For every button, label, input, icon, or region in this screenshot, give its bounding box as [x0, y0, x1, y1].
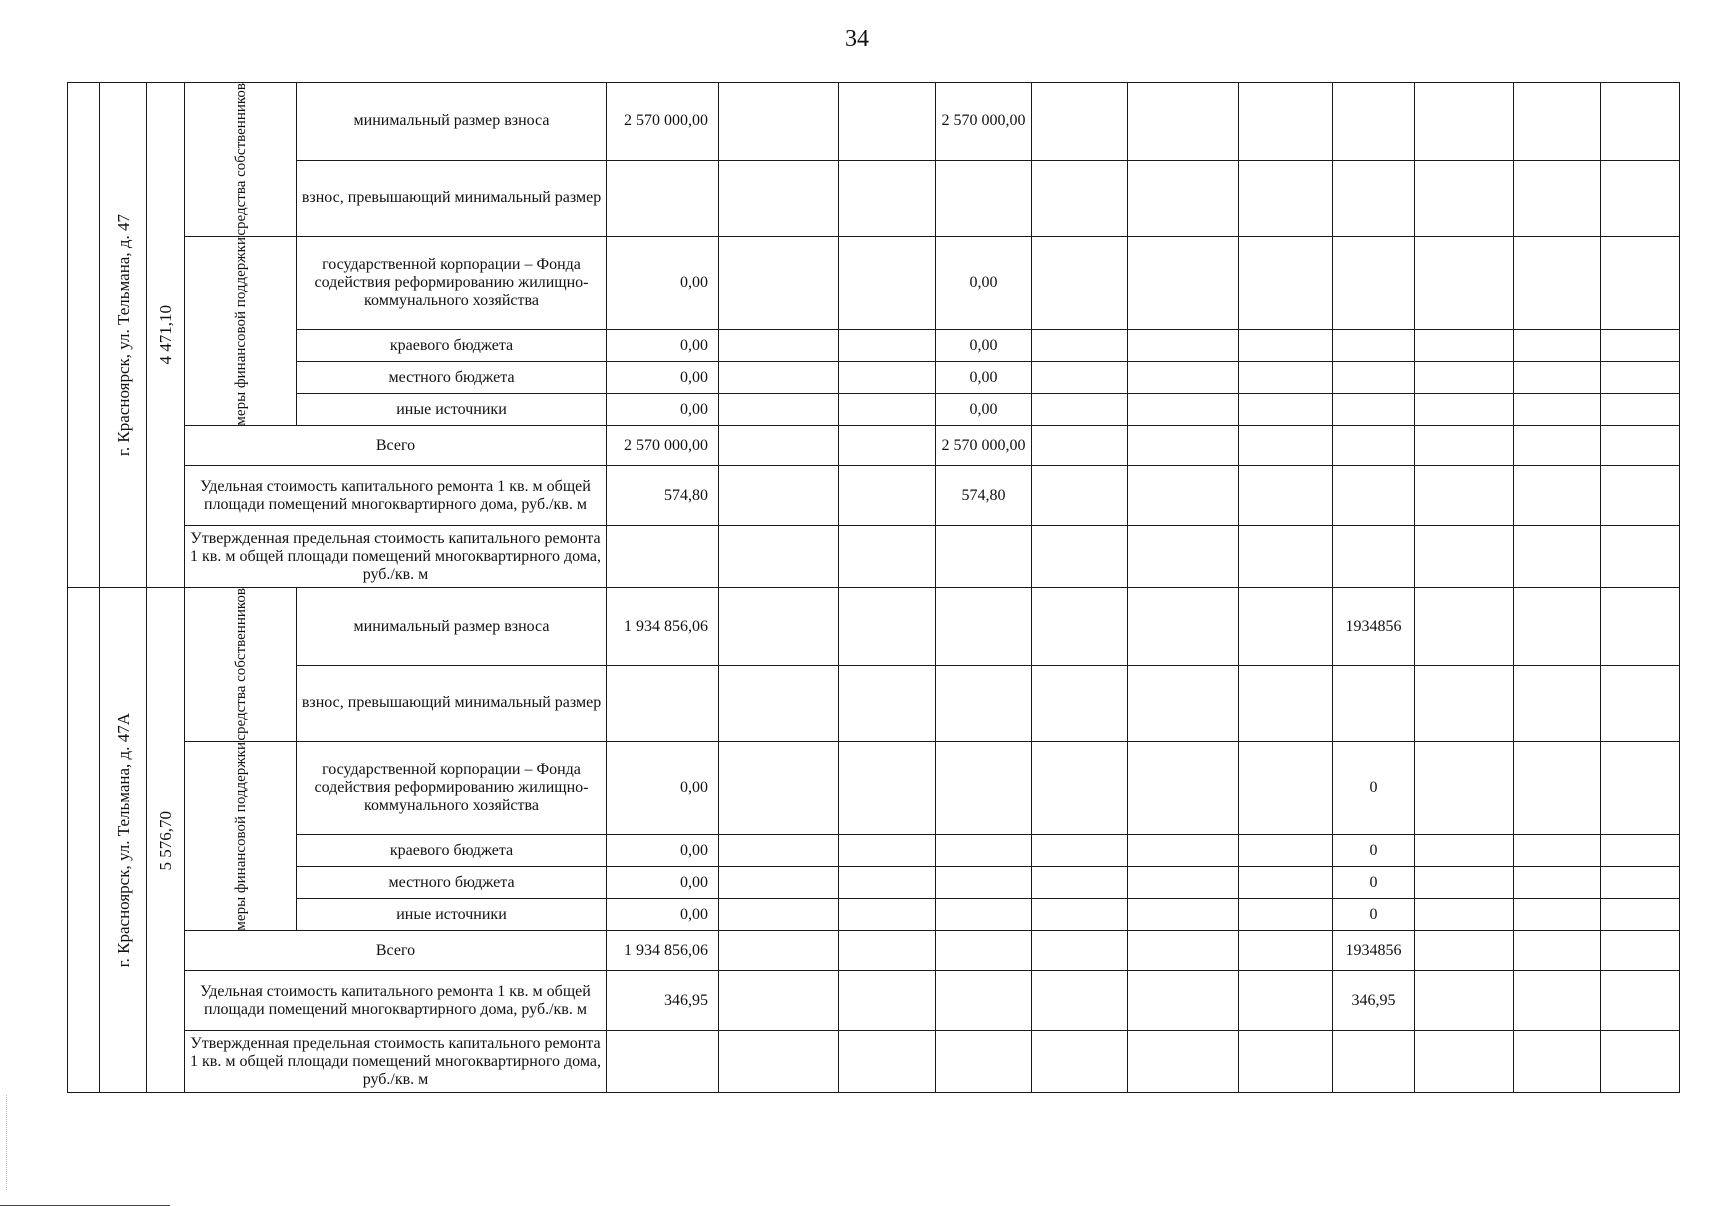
value-cell	[1514, 330, 1601, 362]
row-label: Утвержденная предельная стоимость капитального ремонта 1 кв. м общей площади помещений многоквартирного дома, руб./кв. м	[185, 1031, 607, 1093]
value-cell: 0	[1333, 835, 1415, 867]
value-cell	[1415, 867, 1514, 899]
value-cell	[1601, 83, 1680, 161]
value-cell	[1415, 160, 1514, 236]
area-cell	[147, 83, 185, 588]
address-cell-text: г. Красноярск, ул. Тельмана, д. 47А	[113, 713, 133, 968]
value-cell	[1333, 160, 1415, 236]
total-cell: 0,00	[607, 867, 719, 899]
support-group-text: меры финансовой поддержки	[232, 741, 249, 931]
value-cell	[839, 971, 936, 1031]
table-row	[68, 330, 1680, 362]
value-cell	[1032, 867, 1128, 899]
value-cell	[1333, 466, 1415, 526]
value-cell	[1128, 426, 1239, 466]
value-cell	[1032, 1031, 1128, 1093]
total-cell: 0,00	[607, 899, 719, 931]
value-cell: 2 570 000,00	[936, 83, 1032, 161]
value-cell: 0,00	[936, 394, 1032, 426]
row-label: иные источники	[297, 899, 607, 931]
index-cell	[68, 588, 100, 1093]
total-cell: 1 934 856,06	[607, 931, 719, 971]
table-row	[68, 1031, 1680, 1093]
value-cell	[719, 588, 839, 666]
value-cell	[936, 1031, 1032, 1093]
value-cell	[839, 867, 936, 899]
value-cell	[1239, 899, 1333, 931]
value-cell	[839, 394, 936, 426]
value-cell	[1601, 931, 1680, 971]
owner-funds-group-text: средства собственников	[232, 588, 249, 741]
value-cell	[1128, 835, 1239, 867]
value-cell	[839, 1031, 936, 1093]
row-label: взнос, превышающий минимальный размер	[297, 665, 607, 741]
table-row	[68, 971, 1680, 1031]
value-cell	[1514, 160, 1601, 236]
value-cell	[936, 931, 1032, 971]
value-cell	[1415, 466, 1514, 526]
value-cell	[1514, 971, 1601, 1031]
value-cell	[1333, 526, 1415, 588]
total-cell	[607, 160, 719, 236]
value-cell	[1239, 394, 1333, 426]
value-cell	[1128, 665, 1239, 741]
total-cell: 2 570 000,00	[607, 426, 719, 466]
value-cell	[839, 466, 936, 526]
value-cell	[839, 835, 936, 867]
address-cell-wrap	[100, 713, 146, 967]
value-cell: 0,00	[936, 362, 1032, 394]
row-label: Удельная стоимость капитального ремонта 1 кв. м общей площади помещений многоквартирного дома, руб./кв. м	[185, 971, 607, 1031]
value-cell	[1239, 330, 1333, 362]
value-cell	[1239, 426, 1333, 466]
value-cell	[839, 665, 936, 741]
address-cell	[100, 83, 147, 588]
support-group	[185, 236, 297, 426]
value-cell	[1032, 971, 1128, 1031]
table-row	[68, 466, 1680, 526]
value-cell	[1514, 83, 1601, 161]
value-cell	[1032, 83, 1128, 161]
table-row	[68, 588, 1680, 666]
total-cell: 346,95	[607, 971, 719, 1031]
value-cell	[1415, 665, 1514, 741]
value-cell	[719, 867, 839, 899]
table-row	[68, 426, 1680, 466]
value-cell	[1128, 588, 1239, 666]
value-cell	[1239, 588, 1333, 666]
value-cell	[1601, 899, 1680, 931]
row-label: Удельная стоимость капитального ремонта 1 кв. м общей площади помещений многоквартирного дома, руб./кв. м	[185, 466, 607, 526]
value-cell	[1415, 426, 1514, 466]
value-cell	[1601, 236, 1680, 330]
value-cell	[1128, 362, 1239, 394]
area-cell-text: 4 471,10	[156, 305, 175, 365]
value-cell	[1128, 330, 1239, 362]
value-cell	[1032, 741, 1128, 835]
value-cell	[1601, 665, 1680, 741]
value-cell	[719, 971, 839, 1031]
value-cell	[1032, 526, 1128, 588]
value-cell	[1239, 466, 1333, 526]
table-row	[68, 931, 1680, 971]
value-cell	[839, 83, 936, 161]
value-cell	[719, 83, 839, 161]
total-cell	[607, 665, 719, 741]
row-label: местного бюджета	[297, 867, 607, 899]
value-cell	[1239, 665, 1333, 741]
value-cell	[1514, 526, 1601, 588]
table-row	[68, 236, 1680, 330]
support-group-wrap	[185, 237, 296, 426]
total-cell: 0,00	[607, 362, 719, 394]
value-cell	[1128, 931, 1239, 971]
address-cell-text: г. Красноярск, ул. Тельмана, д. 47	[113, 214, 133, 457]
value-cell	[1032, 426, 1128, 466]
value-cell	[1601, 588, 1680, 666]
value-cell	[839, 362, 936, 394]
value-cell	[1514, 362, 1601, 394]
total-cell: 1 934 856,06	[607, 588, 719, 666]
value-cell	[1514, 899, 1601, 931]
value-cell	[1239, 867, 1333, 899]
value-cell: 1934856	[1333, 588, 1415, 666]
page-number: 34	[845, 26, 869, 52]
owner-funds-group-wrap	[185, 83, 296, 236]
capital-repair-table	[67, 82, 1680, 1093]
value-cell	[1333, 362, 1415, 394]
value-cell	[1128, 526, 1239, 588]
value-cell	[1601, 160, 1680, 236]
value-cell	[1032, 899, 1128, 931]
value-cell	[1415, 931, 1514, 971]
total-cell	[607, 1031, 719, 1093]
area-cell	[147, 588, 185, 1093]
value-cell	[1128, 83, 1239, 161]
value-cell	[1514, 466, 1601, 526]
value-cell	[1239, 526, 1333, 588]
value-cell	[1128, 899, 1239, 931]
value-cell	[936, 741, 1032, 835]
value-cell	[1415, 741, 1514, 835]
value-cell	[1514, 236, 1601, 330]
support-group	[185, 741, 297, 931]
value-cell	[1239, 83, 1333, 161]
value-cell: 0,00	[936, 330, 1032, 362]
table-row	[68, 83, 1680, 161]
value-cell	[936, 160, 1032, 236]
area-cell-wrap	[147, 811, 184, 871]
value-cell	[719, 330, 839, 362]
row-label: государственной корпорации – Фонда содействия реформированию жилищно-коммунального хозяйства	[297, 236, 607, 330]
value-cell	[839, 236, 936, 330]
value-cell	[1601, 362, 1680, 394]
value-cell	[1239, 1031, 1333, 1093]
value-cell: 0	[1333, 867, 1415, 899]
value-cell	[936, 867, 1032, 899]
value-cell	[1601, 526, 1680, 588]
total-cell: 2 570 000,00	[607, 83, 719, 161]
value-cell: 0,00	[936, 236, 1032, 330]
area-cell-text: 5 576,70	[156, 810, 175, 870]
value-cell	[1415, 588, 1514, 666]
value-cell	[936, 971, 1032, 1031]
value-cell: 0	[1333, 741, 1415, 835]
row-label: краевого бюджета	[297, 835, 607, 867]
value-cell	[1128, 466, 1239, 526]
support-group-text: меры финансовой поддержки	[232, 236, 249, 426]
value-cell	[719, 526, 839, 588]
value-cell	[1415, 835, 1514, 867]
value-cell	[719, 899, 839, 931]
value-cell	[1601, 426, 1680, 466]
table-row	[68, 867, 1680, 899]
value-cell	[719, 1031, 839, 1093]
value-cell	[719, 665, 839, 741]
value-cell	[936, 899, 1032, 931]
value-cell	[1514, 426, 1601, 466]
value-cell	[719, 741, 839, 835]
owner-funds-group	[185, 83, 297, 237]
value-cell	[1415, 362, 1514, 394]
value-cell	[719, 426, 839, 466]
value-cell: 346,95	[1333, 971, 1415, 1031]
value-cell	[1239, 362, 1333, 394]
value-cell	[719, 394, 839, 426]
table-row	[68, 160, 1680, 236]
value-cell	[1514, 588, 1601, 666]
table-row	[68, 362, 1680, 394]
value-cell	[1333, 394, 1415, 426]
address-cell	[100, 588, 147, 1093]
value-cell	[839, 526, 936, 588]
value-cell	[839, 588, 936, 666]
area-cell-wrap	[147, 305, 184, 365]
value-cell	[1128, 741, 1239, 835]
value-cell: 0	[1333, 899, 1415, 931]
value-cell	[719, 236, 839, 330]
value-cell	[1239, 160, 1333, 236]
table-row	[68, 899, 1680, 931]
value-cell	[1032, 236, 1128, 330]
value-cell	[839, 899, 936, 931]
value-cell	[1032, 466, 1128, 526]
value-cell	[839, 330, 936, 362]
value-cell	[1032, 588, 1128, 666]
total-cell: 574,80	[607, 466, 719, 526]
value-cell	[1032, 362, 1128, 394]
value-cell	[1032, 931, 1128, 971]
value-cell	[1128, 1031, 1239, 1093]
value-cell	[1333, 330, 1415, 362]
address-cell-wrap	[100, 214, 146, 456]
value-cell	[1128, 236, 1239, 330]
value-cell	[1601, 867, 1680, 899]
support-group-wrap	[185, 742, 296, 931]
value-cell	[1032, 835, 1128, 867]
value-cell	[1032, 330, 1128, 362]
value-cell	[1333, 83, 1415, 161]
row-label: минимальный размер взноса	[297, 83, 607, 161]
value-cell	[1601, 330, 1680, 362]
value-cell: 574,80	[936, 466, 1032, 526]
owner-funds-group	[185, 588, 297, 742]
margin-marks	[6, 1095, 8, 1190]
value-cell	[1333, 236, 1415, 330]
table-row	[68, 526, 1680, 588]
value-cell	[1601, 1031, 1680, 1093]
total-cell: 0,00	[607, 741, 719, 835]
value-cell: 2 570 000,00	[936, 426, 1032, 466]
value-cell	[839, 931, 936, 971]
owner-funds-group-wrap	[185, 588, 296, 741]
value-cell	[1514, 1031, 1601, 1093]
value-cell	[1128, 867, 1239, 899]
value-cell	[839, 160, 936, 236]
value-cell	[1601, 835, 1680, 867]
table-row	[68, 835, 1680, 867]
row-label: Всего	[185, 931, 607, 971]
index-cell	[68, 83, 100, 588]
value-cell	[719, 835, 839, 867]
value-cell	[936, 835, 1032, 867]
value-cell	[1239, 236, 1333, 330]
value-cell	[1415, 971, 1514, 1031]
value-cell	[1514, 931, 1601, 971]
total-cell	[607, 526, 719, 588]
table-row	[68, 741, 1680, 835]
value-cell	[719, 160, 839, 236]
value-cell	[1032, 394, 1128, 426]
value-cell	[1239, 835, 1333, 867]
value-cell	[1415, 1031, 1514, 1093]
value-cell	[1333, 665, 1415, 741]
value-cell	[1415, 899, 1514, 931]
row-label: минимальный размер взноса	[297, 588, 607, 666]
value-cell	[719, 362, 839, 394]
value-cell	[1514, 835, 1601, 867]
row-label: иные источники	[297, 394, 607, 426]
value-cell	[936, 665, 1032, 741]
row-label: взнос, превышающий минимальный размер	[297, 160, 607, 236]
value-cell	[1514, 741, 1601, 835]
table-row	[68, 394, 1680, 426]
value-cell	[1415, 83, 1514, 161]
value-cell	[1415, 394, 1514, 426]
value-cell	[1514, 665, 1601, 741]
row-label: местного бюджета	[297, 362, 607, 394]
value-cell	[1239, 931, 1333, 971]
total-cell: 0,00	[607, 394, 719, 426]
table-body	[68, 83, 1680, 1093]
value-cell	[1333, 1031, 1415, 1093]
row-label: государственной корпорации – Фонда содействия реформированию жилищно-коммунального хозяйства	[297, 741, 607, 835]
value-cell	[1601, 971, 1680, 1031]
value-cell	[1333, 426, 1415, 466]
total-cell: 0,00	[607, 835, 719, 867]
value-cell	[1239, 741, 1333, 835]
value-cell	[1601, 466, 1680, 526]
value-cell	[1601, 741, 1680, 835]
value-cell	[719, 931, 839, 971]
value-cell	[839, 426, 936, 466]
value-cell	[839, 741, 936, 835]
value-cell: 1934856	[1333, 931, 1415, 971]
value-cell	[1128, 971, 1239, 1031]
value-cell	[1514, 394, 1601, 426]
value-cell	[936, 588, 1032, 666]
value-cell	[719, 466, 839, 526]
total-cell: 0,00	[607, 330, 719, 362]
value-cell	[1032, 665, 1128, 741]
value-cell	[1032, 160, 1128, 236]
value-cell	[1514, 867, 1601, 899]
value-cell	[1415, 526, 1514, 588]
value-cell	[1415, 330, 1514, 362]
value-cell	[1601, 394, 1680, 426]
table-row	[68, 665, 1680, 741]
row-label: Всего	[185, 426, 607, 466]
row-label: Утвержденная предельная стоимость капитального ремонта 1 кв. м общей площади помещений многоквартирного дома, руб./кв. м	[185, 526, 607, 588]
value-cell	[1128, 160, 1239, 236]
row-label: краевого бюджета	[297, 330, 607, 362]
owner-funds-group-text: средства собственников	[232, 83, 249, 236]
total-cell: 0,00	[607, 236, 719, 330]
value-cell	[1239, 971, 1333, 1031]
value-cell	[1415, 236, 1514, 330]
value-cell	[1128, 394, 1239, 426]
value-cell	[936, 526, 1032, 588]
